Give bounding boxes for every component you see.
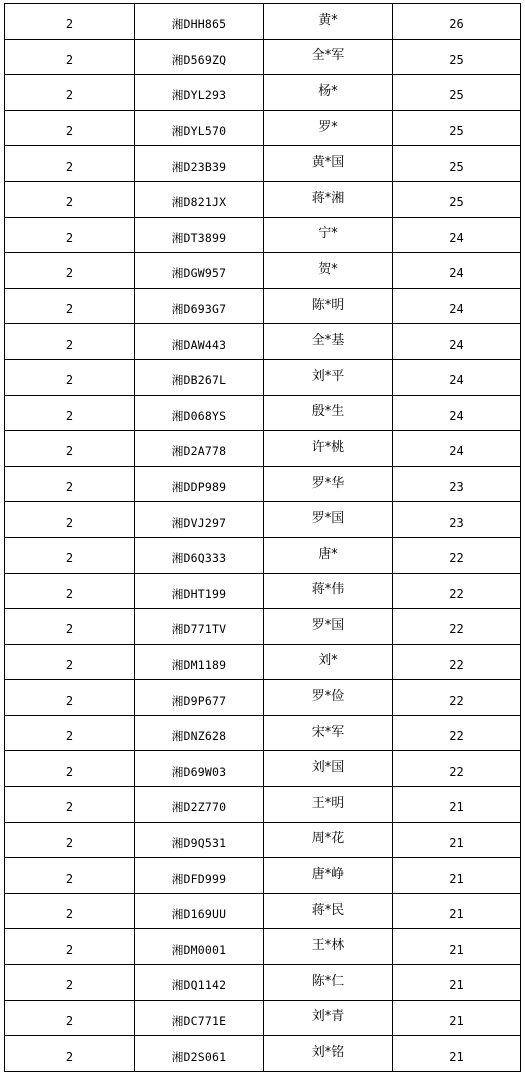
score-cell: 25 xyxy=(393,39,521,75)
grade-cell: 2 xyxy=(5,609,135,645)
score-cell: 21 xyxy=(393,965,521,1001)
grade-cell: 2 xyxy=(5,929,135,965)
records-table xyxy=(4,3,521,1072)
table-row xyxy=(5,715,521,751)
table-row xyxy=(5,359,521,395)
plate-number-cell: 湘D068YS xyxy=(135,395,264,431)
table-row xyxy=(5,466,521,502)
plate-number-cell: 湘DYL293 xyxy=(135,75,264,111)
driver-name-cell: 唐*峥 xyxy=(264,858,393,894)
grade-cell: 2 xyxy=(5,822,135,858)
table-row xyxy=(5,609,521,645)
grade-cell: 2 xyxy=(5,39,135,75)
score-cell: 21 xyxy=(393,787,521,823)
plate-number-cell: 湘DQ1142 xyxy=(135,965,264,1001)
table-row xyxy=(5,965,521,1001)
score-cell: 22 xyxy=(393,715,521,751)
table-row xyxy=(5,502,521,538)
table-row xyxy=(5,929,521,965)
grade-cell: 2 xyxy=(5,680,135,716)
plate-number-cell: 湘DB267L xyxy=(135,359,264,395)
driver-name-cell: 周*花 xyxy=(264,822,393,858)
table-row xyxy=(5,431,521,467)
grade-cell: 2 xyxy=(5,324,135,360)
driver-name-cell: 王*林 xyxy=(264,929,393,965)
grade-cell: 2 xyxy=(5,359,135,395)
grade-cell: 2 xyxy=(5,1000,135,1036)
score-cell: 25 xyxy=(393,181,521,217)
grade-cell: 2 xyxy=(5,253,135,289)
plate-number-cell: 湘DAW443 xyxy=(135,324,264,360)
score-cell: 25 xyxy=(393,146,521,182)
driver-name-cell: 黄* xyxy=(264,4,393,40)
table-row xyxy=(5,822,521,858)
driver-name-cell: 贺* xyxy=(264,253,393,289)
driver-name-cell: 罗*俭 xyxy=(264,680,393,716)
driver-name-cell: 全*军 xyxy=(264,39,393,75)
score-cell: 22 xyxy=(393,680,521,716)
plate-number-cell: 湘DHH865 xyxy=(135,4,264,40)
score-cell: 24 xyxy=(393,359,521,395)
plate-number-cell: 湘D771TV xyxy=(135,609,264,645)
score-cell: 24 xyxy=(393,217,521,253)
table-row xyxy=(5,1000,521,1036)
plate-number-cell: 湘DM0001 xyxy=(135,929,264,965)
table-row xyxy=(5,751,521,787)
grade-cell: 2 xyxy=(5,431,135,467)
score-cell: 21 xyxy=(393,1036,521,1072)
plate-number-cell: 湘D69W03 xyxy=(135,751,264,787)
plate-number-cell: 湘D23B39 xyxy=(135,146,264,182)
table-row xyxy=(5,324,521,360)
score-cell: 26 xyxy=(393,4,521,40)
driver-name-cell: 刘* xyxy=(264,644,393,680)
score-cell: 25 xyxy=(393,110,521,146)
grade-cell: 2 xyxy=(5,858,135,894)
driver-name-cell: 宋*军 xyxy=(264,715,393,751)
driver-name-cell: 黄*国 xyxy=(264,146,393,182)
grade-cell: 2 xyxy=(5,537,135,573)
grade-cell: 2 xyxy=(5,965,135,1001)
driver-name-cell: 罗*国 xyxy=(264,502,393,538)
score-cell: 22 xyxy=(393,751,521,787)
score-cell: 22 xyxy=(393,644,521,680)
grade-cell: 2 xyxy=(5,751,135,787)
table-row xyxy=(5,4,521,40)
table-row xyxy=(5,288,521,324)
table-body xyxy=(5,4,521,1072)
table-row xyxy=(5,644,521,680)
grade-cell: 2 xyxy=(5,787,135,823)
grade-cell: 2 xyxy=(5,466,135,502)
driver-name-cell: 许*桃 xyxy=(264,431,393,467)
table-row xyxy=(5,253,521,289)
plate-number-cell: 湘DT3899 xyxy=(135,217,264,253)
plate-number-cell: 湘D569ZQ xyxy=(135,39,264,75)
table-row xyxy=(5,75,521,111)
driver-name-cell: 刘*平 xyxy=(264,359,393,395)
plate-number-cell: 湘D693G7 xyxy=(135,288,264,324)
driver-name-cell: 陈*明 xyxy=(264,288,393,324)
table-row xyxy=(5,858,521,894)
plate-number-cell: 湘DNZ628 xyxy=(135,715,264,751)
plate-number-cell: 湘DHT199 xyxy=(135,573,264,609)
plate-number-cell: 湘D9Q531 xyxy=(135,822,264,858)
grade-cell: 2 xyxy=(5,715,135,751)
score-cell: 21 xyxy=(393,822,521,858)
grade-cell: 2 xyxy=(5,893,135,929)
score-cell: 23 xyxy=(393,502,521,538)
plate-number-cell: 湘DDP989 xyxy=(135,466,264,502)
score-cell: 25 xyxy=(393,75,521,111)
score-cell: 24 xyxy=(393,253,521,289)
driver-name-cell: 唐* xyxy=(264,537,393,573)
plate-number-cell: 湘D169UU xyxy=(135,893,264,929)
table-row xyxy=(5,893,521,929)
plate-number-cell: 湘D9P677 xyxy=(135,680,264,716)
grade-cell: 2 xyxy=(5,181,135,217)
plate-number-cell: 湘DC771E xyxy=(135,1000,264,1036)
plate-number-cell: 湘DYL570 xyxy=(135,110,264,146)
driver-name-cell: 刘*青 xyxy=(264,1000,393,1036)
score-cell: 24 xyxy=(393,288,521,324)
grade-cell: 2 xyxy=(5,4,135,40)
plate-number-cell: 湘DM1189 xyxy=(135,644,264,680)
table-row xyxy=(5,217,521,253)
grade-cell: 2 xyxy=(5,75,135,111)
table-row xyxy=(5,787,521,823)
table-row xyxy=(5,39,521,75)
driver-name-cell: 刘*国 xyxy=(264,751,393,787)
plate-number-cell: 湘DFD999 xyxy=(135,858,264,894)
driver-name-cell: 蒋*伟 xyxy=(264,573,393,609)
score-cell: 24 xyxy=(393,395,521,431)
driver-name-cell: 刘*铭 xyxy=(264,1036,393,1072)
grade-cell: 2 xyxy=(5,502,135,538)
driver-name-cell: 全*基 xyxy=(264,324,393,360)
driver-name-cell: 王*明 xyxy=(264,787,393,823)
table-row xyxy=(5,395,521,431)
plate-number-cell: 湘D2Z770 xyxy=(135,787,264,823)
plate-number-cell: 湘DGW957 xyxy=(135,253,264,289)
score-cell: 24 xyxy=(393,324,521,360)
grade-cell: 2 xyxy=(5,1036,135,1072)
driver-name-cell: 罗* xyxy=(264,110,393,146)
score-cell: 22 xyxy=(393,537,521,573)
score-cell: 21 xyxy=(393,1000,521,1036)
grade-cell: 2 xyxy=(5,644,135,680)
table-row xyxy=(5,1036,521,1072)
plate-number-cell: 湘D2S061 xyxy=(135,1036,264,1072)
table-row xyxy=(5,537,521,573)
driver-name-cell: 罗*国 xyxy=(264,609,393,645)
score-cell: 24 xyxy=(393,431,521,467)
grade-cell: 2 xyxy=(5,573,135,609)
score-cell: 21 xyxy=(393,858,521,894)
grade-cell: 2 xyxy=(5,110,135,146)
driver-name-cell: 杨* xyxy=(264,75,393,111)
plate-number-cell: 湘DVJ297 xyxy=(135,502,264,538)
driver-name-cell: 宁* xyxy=(264,217,393,253)
score-cell: 21 xyxy=(393,929,521,965)
grade-cell: 2 xyxy=(5,288,135,324)
table-row xyxy=(5,146,521,182)
driver-name-cell: 陈*仁 xyxy=(264,965,393,1001)
table-row xyxy=(5,680,521,716)
plate-number-cell: 湘D6Q333 xyxy=(135,537,264,573)
table-row xyxy=(5,181,521,217)
driver-name-cell: 殷*生 xyxy=(264,395,393,431)
grade-cell: 2 xyxy=(5,217,135,253)
score-cell: 21 xyxy=(393,893,521,929)
grade-cell: 2 xyxy=(5,395,135,431)
plate-number-cell: 湘D821JX xyxy=(135,181,264,217)
plate-number-cell: 湘D2A778 xyxy=(135,431,264,467)
driver-name-cell: 蒋*湘 xyxy=(264,181,393,217)
score-cell: 22 xyxy=(393,609,521,645)
table-row xyxy=(5,110,521,146)
score-cell: 23 xyxy=(393,466,521,502)
table-row xyxy=(5,573,521,609)
driver-name-cell: 蒋*民 xyxy=(264,893,393,929)
grade-cell: 2 xyxy=(5,146,135,182)
driver-name-cell: 罗*华 xyxy=(264,466,393,502)
score-cell: 22 xyxy=(393,573,521,609)
